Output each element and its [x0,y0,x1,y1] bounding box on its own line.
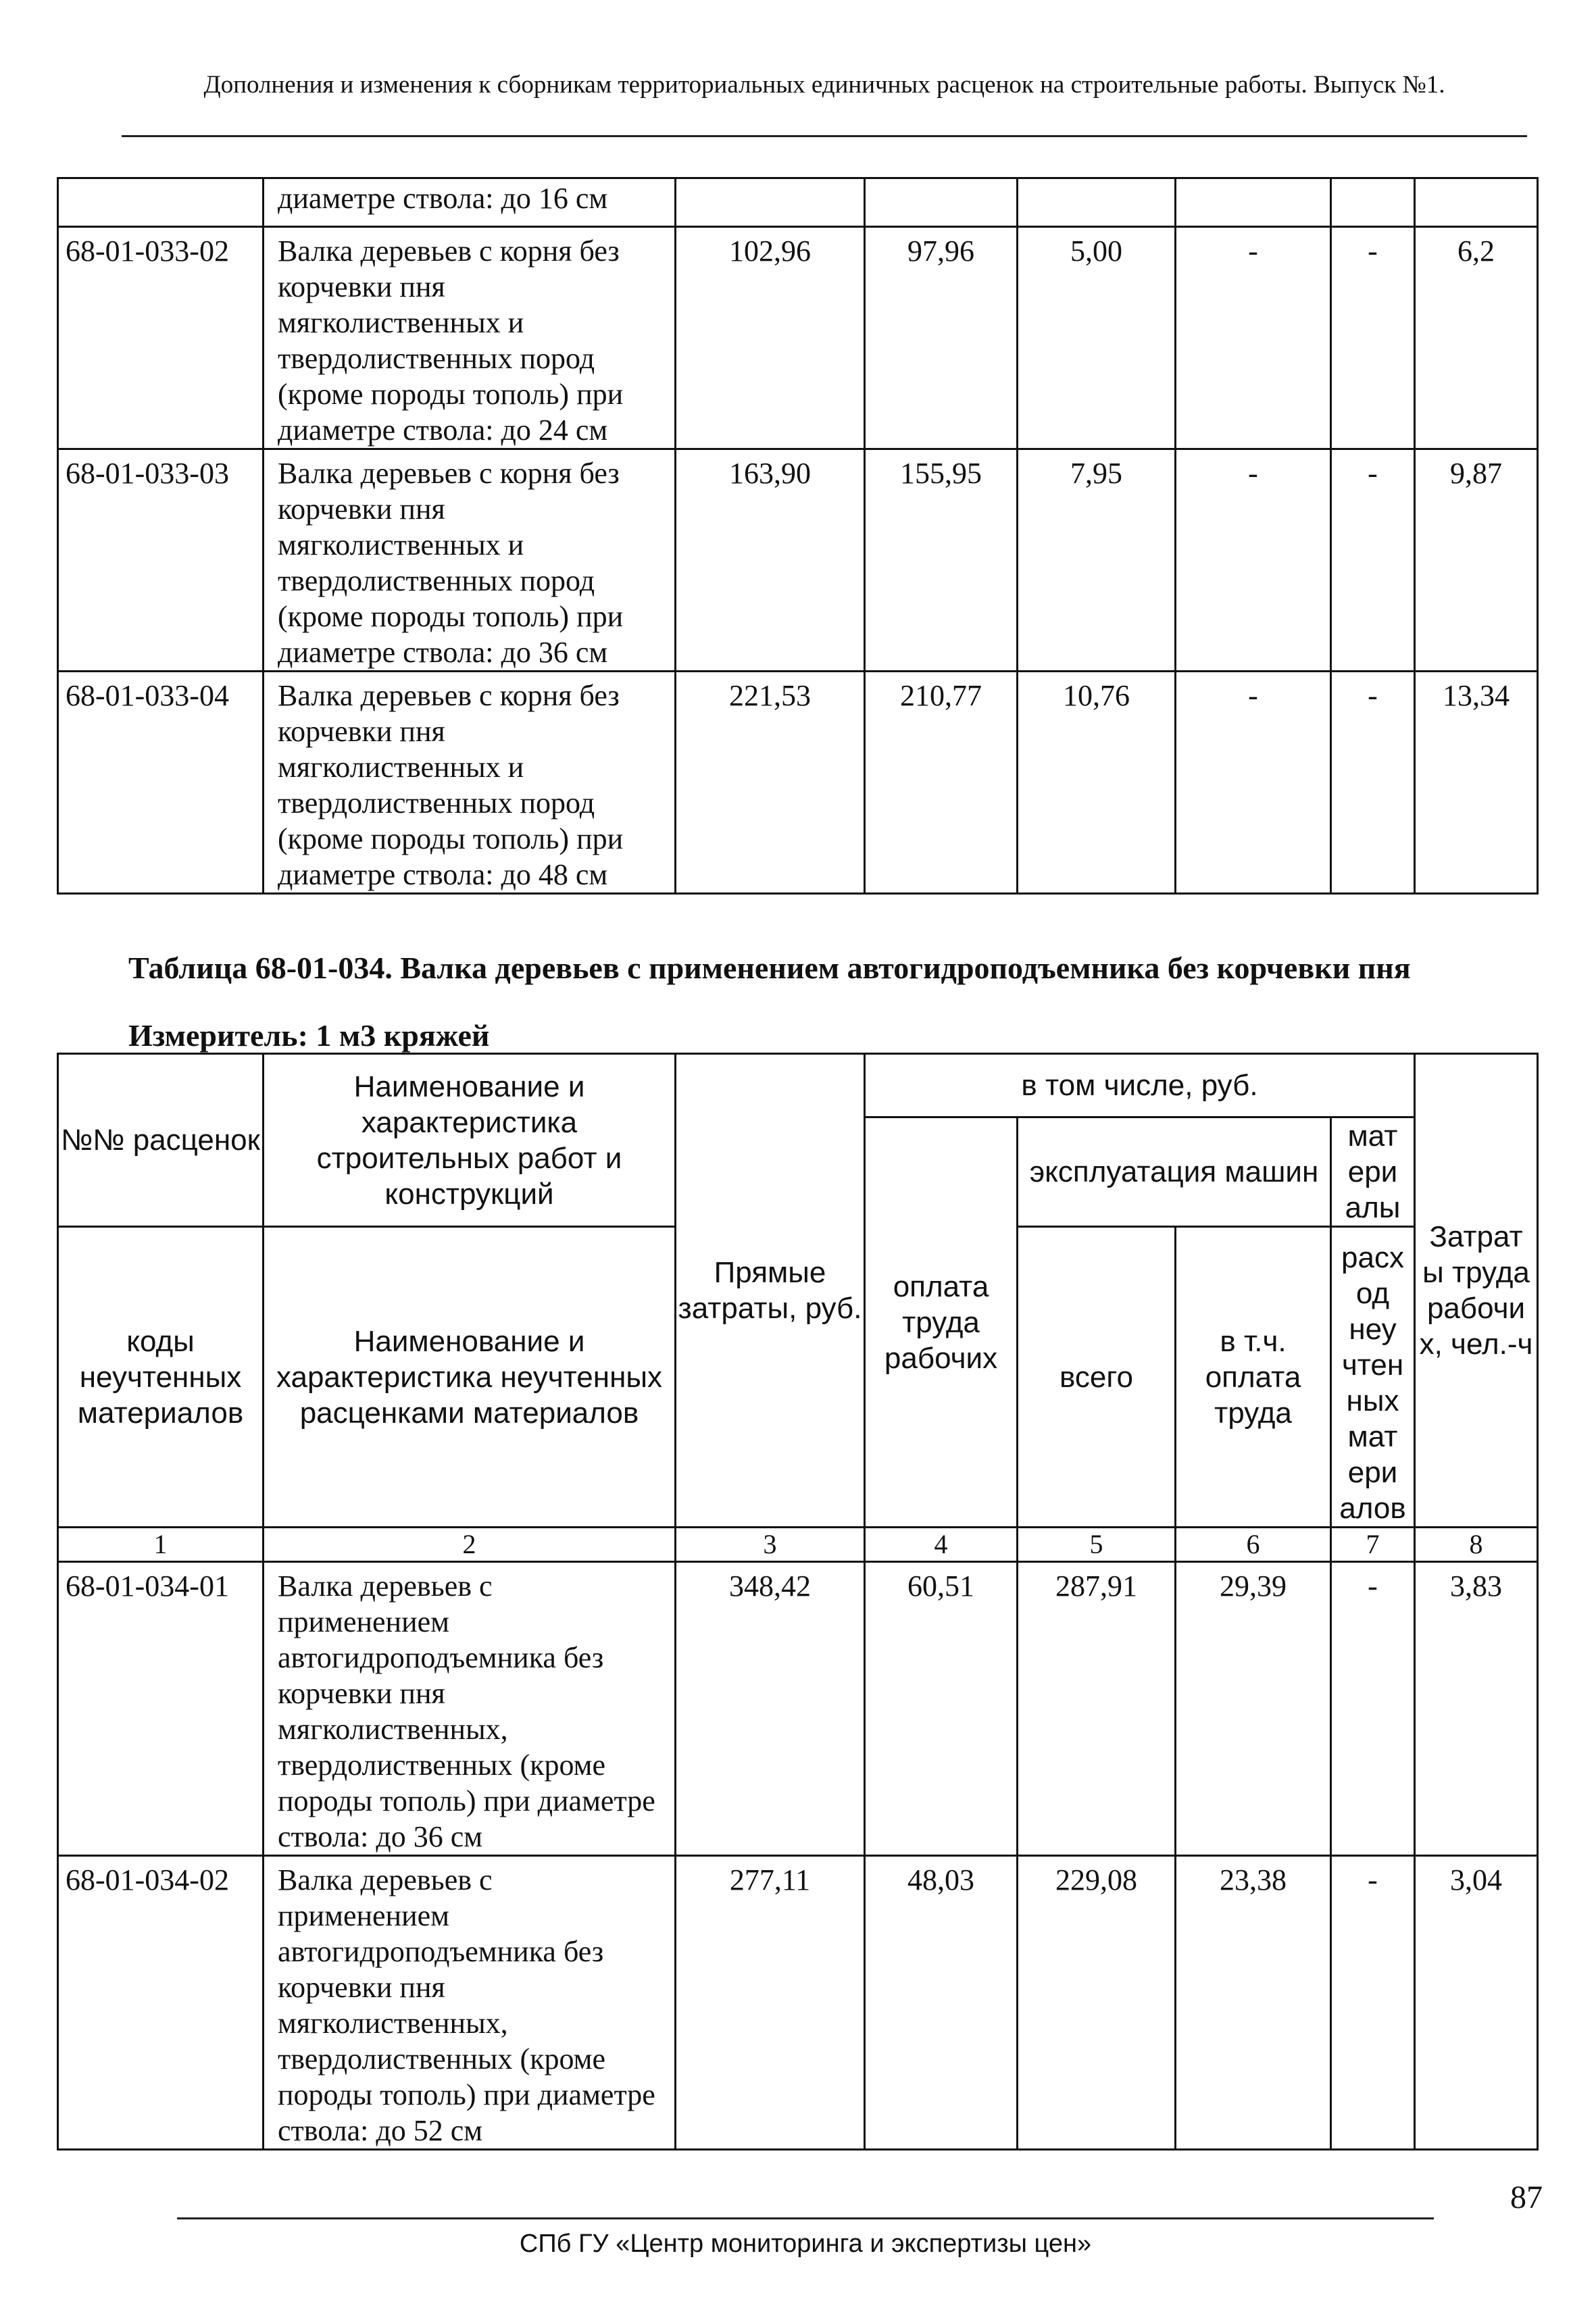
column-number: 8 [1415,1528,1538,1562]
table-row [58,178,1538,227]
machine-costs: 7,95 [1018,449,1176,672]
machine-wages: - [1176,672,1331,894]
header-machines-total: всего [1018,1227,1176,1528]
labor-costs: 6,2 [1415,227,1538,449]
labor-costs: 3,04 [1415,1856,1538,2150]
measure-unit: Измеритель: 1 м3 кряжей [128,1018,490,1053]
column-number: 1 [58,1528,264,1562]
header-material-names: Наименование и характеристика неучтенных расценками материалов [264,1227,676,1528]
header-direct-costs: Прямые затраты, руб. [676,1054,865,1528]
table-row [58,449,1538,672]
row-description: Валка деревьев с корня без корчевки пня мягколиственных и твердолиственных пород (кроме породы тополь) при диаметре ствола: до 24 см [264,227,676,449]
footer-text: СПб ГУ «Центр мониторинга и экспертизы цен» [519,2230,1092,2258]
column-number: 2 [264,1528,676,1562]
direct-costs: 102,96 [676,227,865,449]
worker-wages: 155,95 [865,449,1018,672]
header-row [58,1054,1538,1117]
row-description: Валка деревьев с корня без корчевки пня мягколиственных и твердолиственных пород (кроме породы тополь) при диаметре ствола: до 36 см [264,449,676,672]
labor-costs: 9,87 [1415,449,1538,672]
material-costs: - [1331,227,1415,449]
machine-wages: - [1176,449,1331,672]
machine-costs: 5,00 [1018,227,1176,449]
machine-costs: 229,08 [1018,1856,1176,2150]
worker-wages: 210,77 [865,672,1018,894]
machine-costs: 287,91 [1018,1562,1176,1856]
machine-wages: 23,38 [1176,1856,1331,2150]
direct-costs: 348,42 [676,1562,865,1856]
header-divider [122,135,1527,137]
table-row [58,1856,1538,2150]
header-including: в том числе, руб. [865,1054,1415,1117]
column-number: 5 [1018,1528,1176,1562]
column-number: 7 [1331,1528,1415,1562]
header-machines: эксплуатация машин [1018,1117,1331,1227]
material-costs: - [1331,1856,1415,2150]
material-costs: - [1331,449,1415,672]
direct-costs: 163,90 [676,449,865,672]
page-number: 87 [1510,2180,1543,2215]
header-work-name: Наименование и характеристика строительных работ и конструкций [264,1054,676,1227]
header-rate-no: №№ расценок [58,1054,264,1227]
table-title: Таблица 68-01-034. Валка деревьев с применением автогидроподъемника без корчевки пня [128,951,1411,985]
labor-costs: 3,83 [1415,1562,1538,1856]
machine-wages: - [1176,227,1331,449]
table-row [58,1562,1538,1856]
worker-wages: 97,96 [865,227,1018,449]
row-description: диаметре ствола: до 16 см [264,178,676,227]
header-unaccounted-materials: расх од неу чтен ных мат ери алов [1331,1227,1415,1528]
header-materials: мат ери алы [1331,1117,1415,1227]
labor-costs: 13,34 [1415,672,1538,894]
rate-code: 68-01-033-04 [58,672,264,894]
direct-costs: 221,53 [676,672,865,894]
column-number: 4 [865,1528,1018,1562]
machine-costs: 10,76 [1018,672,1176,894]
table-row [58,672,1538,894]
direct-costs: 277,11 [676,1856,865,2150]
rate-code: 68-01-034-01 [58,1562,264,1856]
column-number: 6 [1176,1528,1331,1562]
column-numbers-row [58,1528,1538,1562]
document-header: Дополнения и изменения к сборникам территориальных единичных расценок на строительные работы. Выпуск №1. [203,71,1445,99]
worker-wages: 48,03 [865,1856,1018,2150]
row-description: Валка деревьев с корня без корчевки пня мягколиственных и твердолиственных пород (кроме породы тополь) при диаметре ствола: до 48 см [264,672,676,894]
material-costs: - [1331,672,1415,894]
header-worker-wages: оплата труда рабочих [865,1117,1018,1528]
row-description: Валка деревьев с применением автогидроподъемника без корчевки пня мягколиственных, твердолиственных (кроме породы тополь) при диаметре ствола: до 36 см [264,1562,676,1856]
rate-code: 68-01-033-03 [58,449,264,672]
footer-divider [177,2217,1434,2219]
header-machine-wages: в т.ч. оплата труда [1176,1227,1331,1528]
rates-table-034 [57,1053,1539,2150]
machine-wages: 29,39 [1176,1562,1331,1856]
worker-wages: 60,51 [865,1562,1018,1856]
table-row [58,227,1538,449]
column-number: 3 [676,1528,865,1562]
material-costs: - [1331,1562,1415,1856]
rates-table-033 [57,177,1539,895]
header-material-codes: коды неучтенных материалов [58,1227,264,1528]
header-labor: Затрат ы труда рабочи х, чел.-ч [1415,1054,1538,1528]
row-description: Валка деревьев с применением автогидроподъемника без корчевки пня мягколиственных, твердолиственных (кроме породы тополь) при диаметре ствола: до 52 см [264,1856,676,2150]
rate-code: 68-01-033-02 [58,227,264,449]
rate-code: 68-01-034-02 [58,1856,264,2150]
